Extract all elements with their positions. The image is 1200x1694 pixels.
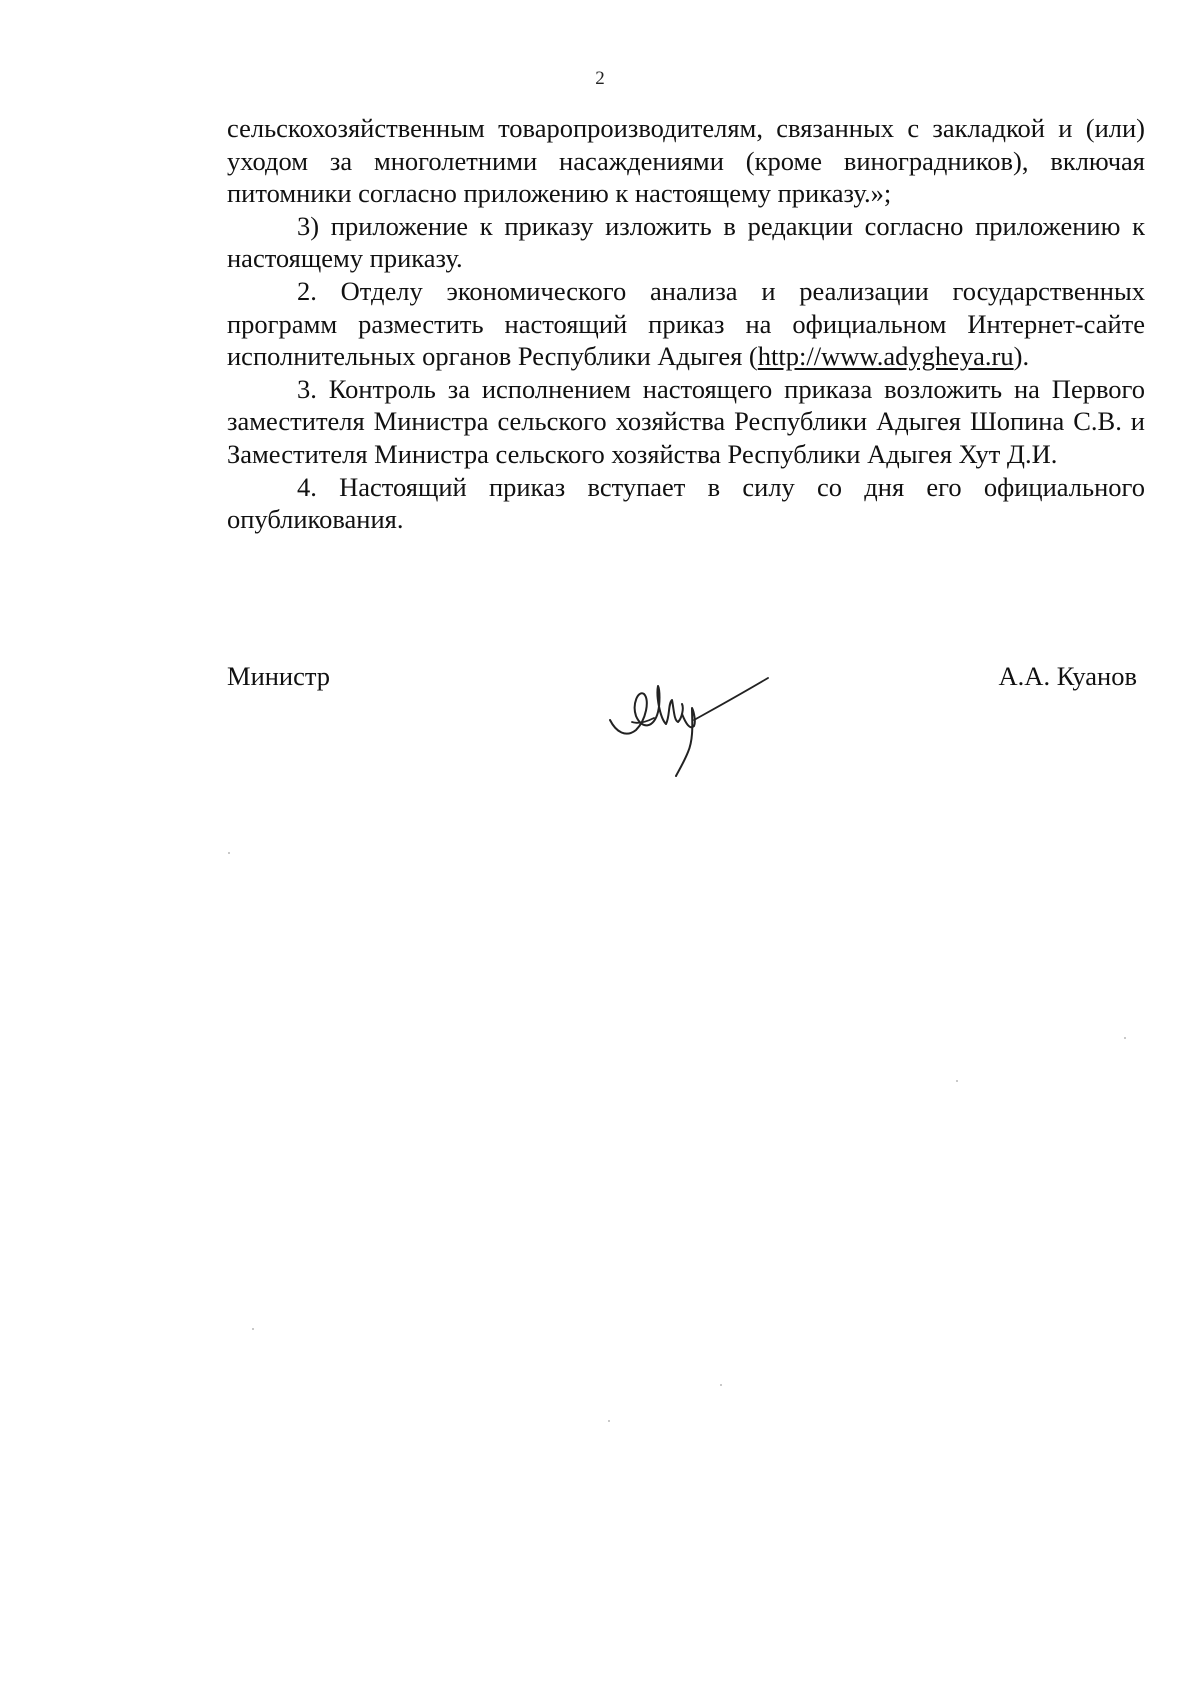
paragraph-item-3-control: 3. Контроль за исполнением настоящего приказа возложить на Первого заместителя Министра сельского хозяйства Республики Адыгея Шопина С.В. и Заместителя Министра сельского хозяйства Республики Адыгея Хут Д.И. [227, 373, 1145, 469]
scan-speck [252, 1328, 254, 1330]
document-body [227, 112, 1145, 536]
signatory-title: Министр [227, 661, 331, 691]
scan-speck [608, 1420, 610, 1422]
scan-speck [956, 1080, 958, 1082]
paragraph-item-2-text: 2. Отделу экономического анализа и реализации государственных программ разместить настоящий приказ на официальном Интернет-сайте исполнительных органов Республики Адыгея ( [227, 275, 1145, 372]
scan-speck [720, 1384, 722, 1386]
scan-speck [1124, 1037, 1126, 1039]
paragraph-item-4-effect: 4. Настоящий приказ вступает в силу со дня его официального опубликования. [227, 471, 1145, 535]
scan-speck [228, 852, 230, 854]
handwritten-signature-icon [602, 660, 782, 780]
paragraph-continuation: сельскохозяйственным товаропроизводителям, связанных с закладкой и (или) уходом за многолетними насаждениями (кроме виноградников), включая питомники согласно приложению к настоящему приказу.»; [227, 113, 1145, 209]
website-link[interactable]: http://www.adygheya.ru [757, 341, 1014, 372]
paragraph-item-2-tail: ). [1013, 341, 1030, 372]
signatory-name: А.А. Куанов [998, 661, 1137, 691]
paragraph-item-2-publication [227, 275, 1145, 373]
paragraph-item-3-appendix: 3) приложение к приказу изложить в редакции согласно приложению к настоящему приказу. [227, 210, 1145, 274]
page-number: 2 [595, 68, 605, 89]
